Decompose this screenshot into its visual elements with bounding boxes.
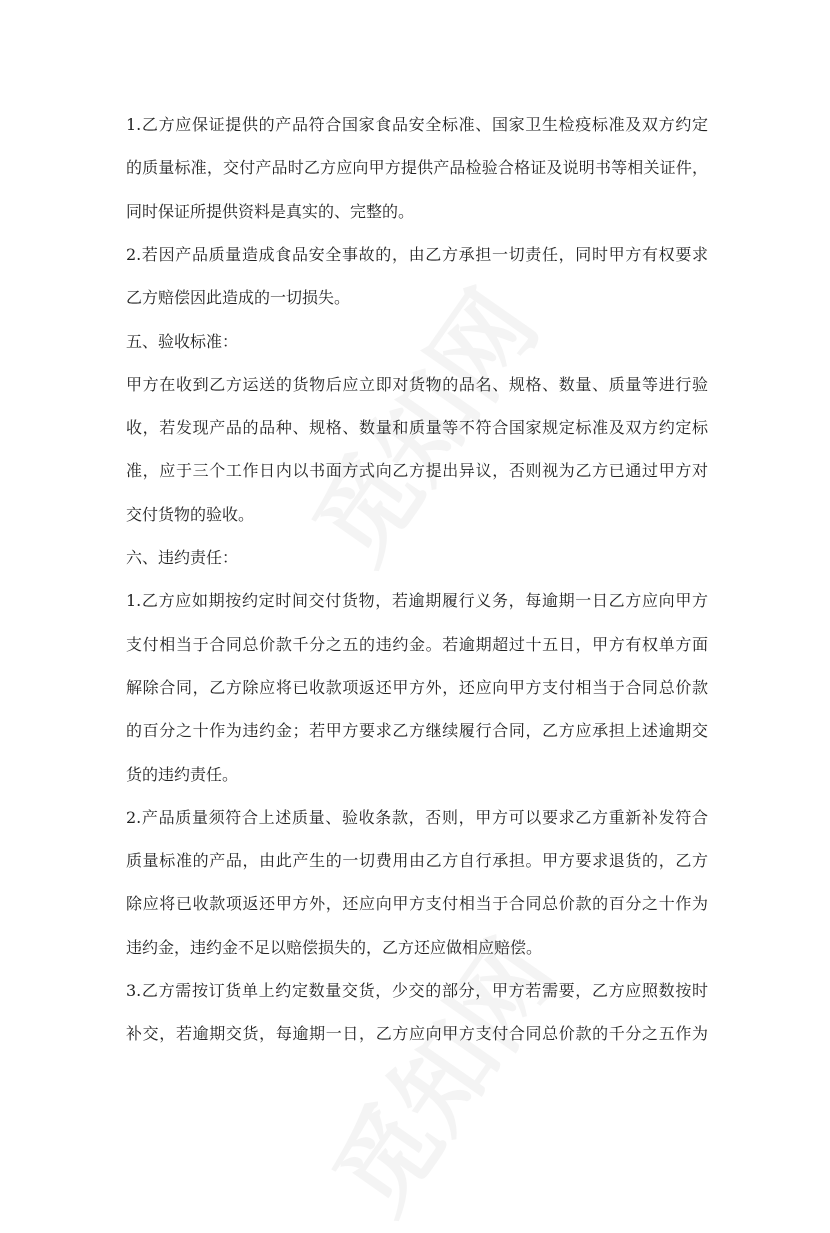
paragraph-line: 的百分之十作为违约金；若甲方要求乙方继续履行合同，乙方应承担上述逾期交 bbox=[126, 721, 708, 741]
paragraph-line: 收，若发现产品的品种、规格、数量和质量等不符合国家规定标准及双方约定标 bbox=[126, 418, 708, 438]
paragraph-line: 1.乙方应如期按约定时间交付货物，若逾期履行义务，每逾期一日乙方应向甲方 bbox=[126, 591, 708, 611]
paragraph-line: 同时保证所提供资料是真实的、完整的。 bbox=[126, 201, 415, 221]
section-heading: 六、违约责任： bbox=[126, 548, 239, 567]
paragraph-line: 解除合同，乙方除应将已收款项返还甲方外，还应向甲方支付相当于合同总价款 bbox=[126, 677, 708, 697]
paragraph-line: 3.乙方需按订货单上约定数量交货，少交的部分，甲方若需要，乙方应照数按时 bbox=[126, 981, 708, 1000]
paragraph-line: 甲方在收到乙方运送的货物后应立即对货物的品名、规格、数量、质量等进行验 bbox=[126, 374, 708, 394]
paragraph-line: 乙方赔偿因此造成的一切损失。 bbox=[126, 288, 351, 308]
paragraph-line: 交付货物的验收。 bbox=[126, 504, 255, 524]
paragraph-line: 的质量标准，交付产品时乙方应向甲方提供产品检验合格证及说明书等相关证件， bbox=[126, 158, 708, 178]
paragraph-line: 2.若因产品质量造成食品安全事故的，由乙方承担一切责任，同时甲方有权要求 bbox=[126, 244, 708, 264]
paragraph-line: 违约金，违约金不足以赔偿损失的，乙方还应做相应赔偿。 bbox=[126, 937, 543, 957]
paragraph-line: 补交，若逾期交货，每逾期一日，乙方应向甲方支付合同总价款的千分之五作为 bbox=[126, 1024, 708, 1044]
paragraph-line: 1.乙方应保证提供的产品符合国家食品安全标准、国家卫生检疫标准及双方约定 bbox=[126, 115, 708, 134]
paragraph-line: 货的违约责任。 bbox=[126, 764, 239, 784]
paragraph-line: 准，应于三个工作日内以书面方式向乙方提出异议，否则视为乙方已通过甲方对 bbox=[126, 461, 708, 481]
paragraph-line: 除应将已收款项返还甲方外，还应向甲方支付相当于合同总价款的百分之十作为 bbox=[126, 894, 708, 914]
paragraph-line: 质量标准的产品，由此产生的一切费用由乙方自行承担。甲方要求退货的，乙方 bbox=[126, 851, 708, 871]
section-heading: 五、验收标准： bbox=[126, 331, 239, 351]
paragraph-line: 支付相当于合同总价款千分之五的违约金。若逾期超过十五日，甲方有权单方面 bbox=[126, 634, 708, 654]
paragraph-line: 2.产品质量须符合上述质量、验收条款，否则，甲方可以要求乙方重新补发符合 bbox=[126, 807, 708, 827]
